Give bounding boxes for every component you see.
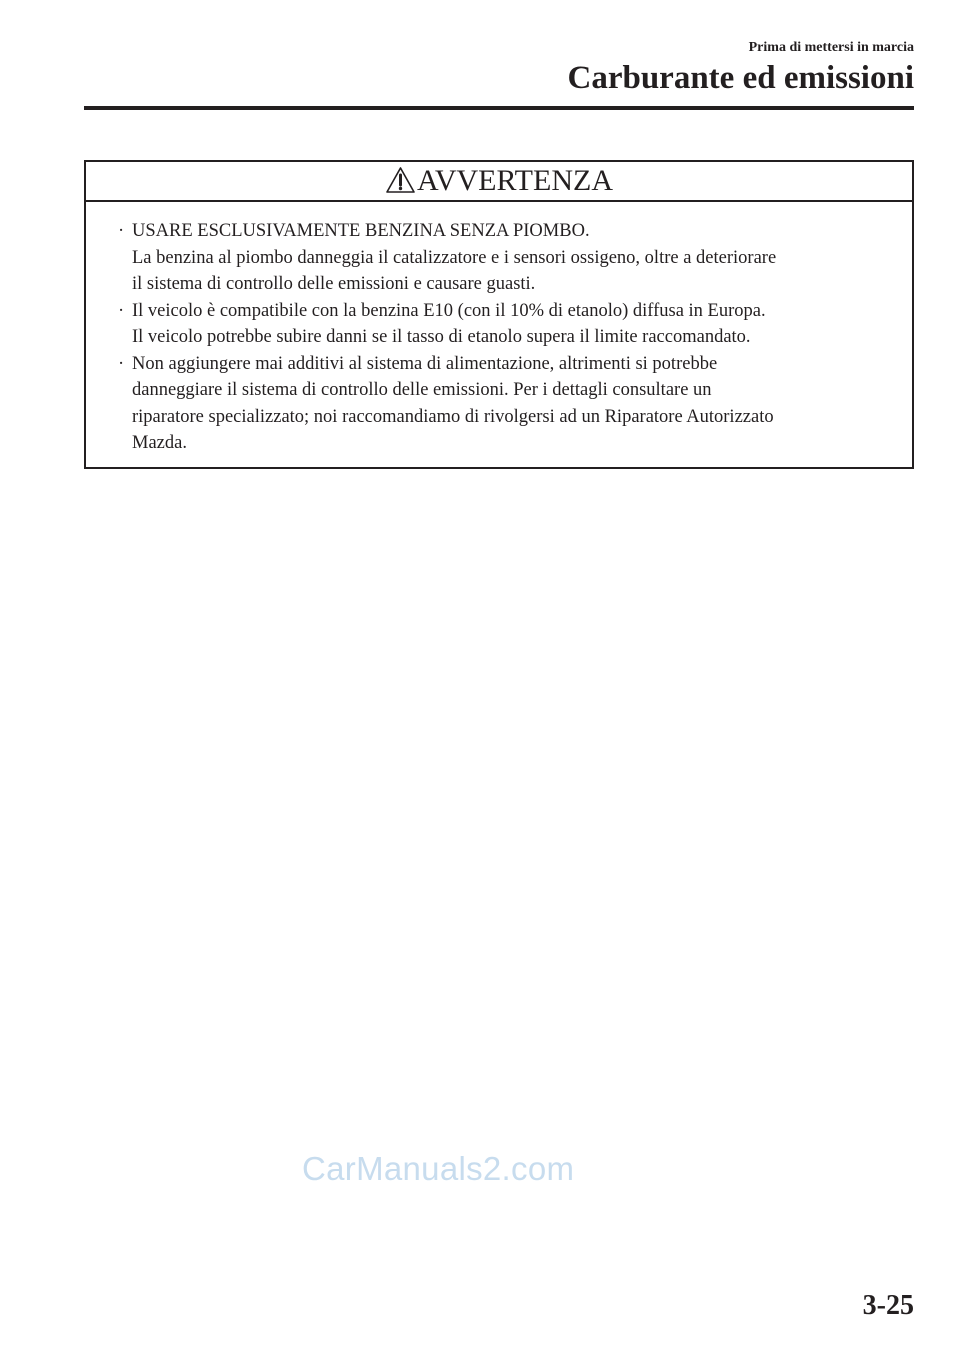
warning-item [100,298,898,351]
watermark: CarManuals2.com [302,1150,575,1187]
warning-title: AVVERTENZA [417,164,613,197]
warning-line: Il veicolo potrebbe subire danni se il tasso di etanolo supera il limite raccomandato. [132,327,751,347]
bullet-mark: · [118,353,125,374]
chapter-title: Carburante ed emissioni [567,60,914,96]
warning-line: Non aggiungere mai additivi al sistema di alimentazione, altrimenti si potrebbe [132,353,718,374]
warning-body [86,202,912,467]
warning-line: Il veicolo è compatibile con la benzina E10 (con il 10% di etanolo) diffusa in Europa. [132,300,766,321]
page-number: 3-25 [862,1290,914,1321]
warning-line: La benzina al piombo danneggia il catalizzatore e i sensori ossigeno, oltre a deteriorare [132,247,777,268]
warning-list [100,218,898,457]
warning-line: il sistema di controllo delle emissioni e causare guasti. [132,274,536,294]
warning-line: Mazda. [132,433,187,453]
header-rule [84,106,914,110]
warning-header [86,162,912,202]
bullet-mark: · [118,221,125,241]
warning-line: riparatore specializzato; noi raccomandiamo di rivolgersi ad un Riparatore Autorizzato [132,406,774,427]
warning-triangle-icon [385,166,416,194]
section-label: Prima di mettersi in marcia [748,40,914,55]
warning-box [84,160,914,469]
bullet-mark: · [118,300,125,321]
warning-line: danneggiare il sistema di controllo delle emissioni. Per i dettagli consultare un [132,380,712,400]
warning-item [100,218,898,298]
warning-item [100,351,898,457]
warning-line: USARE ESCLUSIVAMENTE BENZINA SENZA PIOMBO. [132,221,590,241]
